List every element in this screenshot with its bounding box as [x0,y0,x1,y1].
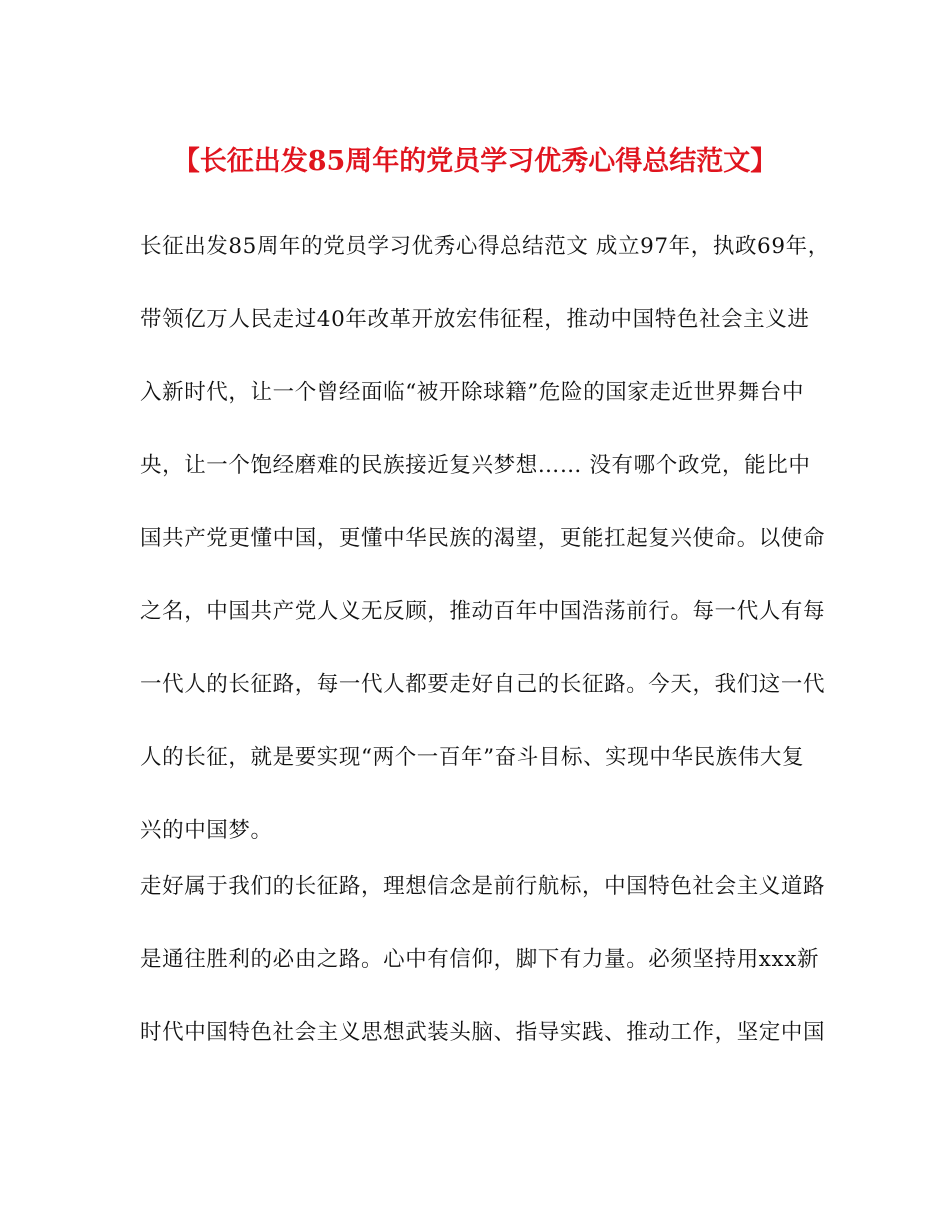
paragraph-1-line-7: 一代人的长征路，每一代人都要走好自己的长征路。今天，我们这一代 [140,672,826,697]
paragraph-2-line-3: 时代中国特色社会主义思想武装头脑、指导实践、推动工作，坚定中国 [140,1020,826,1045]
paragraph-1-line-5: 国共产党更懂中国，更懂中华民族的渴望，更能扛起复兴使命。以使命 [140,526,826,551]
paragraph-2-line-1: 走好属于我们的长征路，理想信念是前行航标，中国特色社会主义道路 [140,874,826,899]
paragraph-1-line-3: 入新时代，让一个曾经面临“被开除球籍”危险的国家走近世界舞台中 [140,380,805,405]
paragraph-1-line-9: 兴的中国梦。 [140,818,273,843]
paragraph-2-line-2: 是通往胜利的必由之路。心中有信仰，脚下有力量。必须坚持用xxx新 [140,947,820,972]
paragraph-1-line-8: 人的长征，就是要实现“两个一百年”奋斗目标、实现中华民族伟大复 [140,745,805,770]
paragraph-1-line-4: 央，让一个饱经磨难的民族接近复兴梦想…… 没有哪个政党，能比中 [140,453,811,478]
document-title: 【长征出发85周年的党员学习优秀心得总结范文】 [172,146,778,177]
paragraph-1-line-2: 带领亿万人民走过40年改革开放宏伟征程，推动中国特色社会主义进 [140,307,810,332]
paragraph-1-line-1: 长征出发85周年的党员学习优秀心得总结范文 成立97年，执政69年， [140,234,830,259]
paragraph-1-line-6: 之名，中国共产党人义无反顾，推动百年中国浩荡前行。每一代人有每 [140,599,826,624]
